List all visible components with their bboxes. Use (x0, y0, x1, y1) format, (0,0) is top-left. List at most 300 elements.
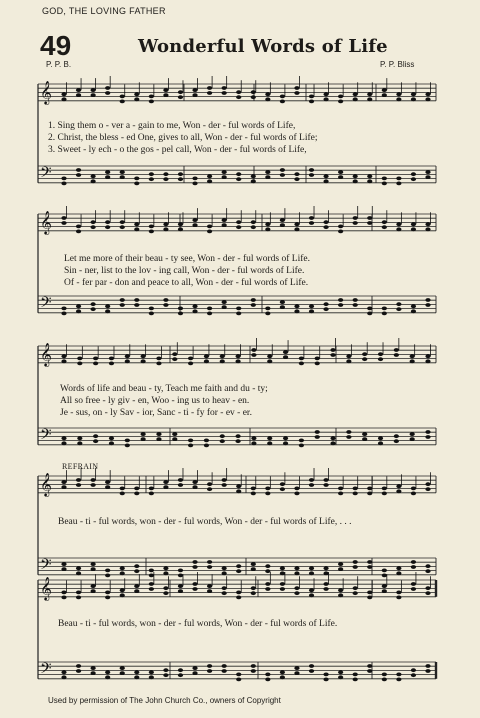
note-head (207, 565, 212, 569)
note-head (315, 430, 320, 434)
note-head (76, 309, 81, 313)
note-head (178, 312, 183, 316)
note-head (134, 492, 139, 496)
note-head (134, 182, 139, 186)
note-head (163, 673, 168, 677)
note-head (338, 588, 343, 592)
note-head (192, 182, 197, 186)
note-head (382, 177, 387, 181)
note-head (222, 91, 227, 95)
note-head (367, 179, 372, 183)
note-head (125, 354, 130, 358)
note-head (367, 669, 372, 673)
note-head (163, 668, 168, 672)
note-head (294, 172, 299, 176)
note-head (367, 307, 372, 311)
note-head (120, 593, 125, 597)
note-head (367, 221, 372, 225)
note-head (309, 593, 314, 597)
note-head (207, 589, 212, 593)
note-head (134, 569, 139, 573)
note-head (323, 179, 328, 183)
treble-clef-icon: 𝄞 (40, 80, 52, 104)
bass-clef-icon: 𝄢 (40, 556, 52, 577)
note-head (134, 298, 139, 302)
note-head (410, 354, 415, 358)
bass-clef-icon: 𝄢 (40, 660, 52, 681)
note-head (120, 487, 125, 491)
note-head (338, 100, 343, 104)
note-head (149, 582, 154, 586)
note-head (411, 177, 416, 181)
note-head (222, 669, 227, 673)
note-head (222, 170, 227, 174)
note-head (77, 357, 82, 361)
note-head (294, 571, 299, 575)
note-head (251, 487, 256, 491)
note-head (251, 664, 256, 668)
note-head (251, 225, 256, 229)
note-head (251, 353, 256, 357)
note-head (280, 675, 285, 679)
note-head (172, 357, 177, 361)
note-head (382, 487, 387, 491)
note-head (323, 483, 328, 487)
note-head (134, 564, 139, 568)
note-head (353, 673, 358, 677)
note-head (323, 678, 328, 682)
note-head (76, 88, 81, 92)
note-head (163, 586, 168, 590)
bass-clef-icon: 𝄢 (40, 294, 52, 315)
note-head (265, 312, 270, 316)
note-head (353, 97, 358, 101)
note-head (163, 571, 168, 575)
note-head (251, 591, 256, 595)
note-head (396, 591, 401, 595)
note-head (120, 666, 125, 670)
note-head (105, 485, 110, 489)
note-head (315, 362, 320, 366)
note-head (309, 309, 314, 313)
note-head (125, 359, 130, 363)
note-head (163, 177, 168, 181)
note-head (367, 565, 372, 569)
note-head (222, 571, 227, 575)
note-head (411, 222, 416, 226)
note-head (396, 182, 401, 186)
note-head (134, 487, 139, 491)
lyric-line-verse-3: Of - fer par - don and peace to all, Won - der - ful words of Life. (64, 278, 309, 288)
lyric-line-verse-3: 3. Sweet - ly ech - o the gos - pel call, Won - der - ful words of Life, (48, 145, 307, 155)
note-head (283, 436, 288, 440)
note-head (178, 177, 183, 181)
note-head (61, 441, 66, 445)
note-head (309, 304, 314, 308)
note-head (222, 300, 227, 304)
note-head (425, 664, 430, 668)
note-head (91, 179, 96, 183)
note-head (425, 359, 430, 363)
note-head (425, 435, 430, 439)
lyric-line-verse-2: All so free - ly giv - en, Woo - ing us to heav - en. (60, 396, 250, 406)
note-head (163, 591, 168, 595)
note-head (265, 587, 270, 591)
note-head (411, 227, 416, 231)
note-head (141, 432, 146, 436)
note-head (163, 93, 168, 97)
note-head (76, 483, 81, 487)
note-head (367, 312, 372, 316)
note-head (61, 596, 66, 600)
note-head (294, 309, 299, 313)
note-head (367, 596, 372, 600)
note-head (105, 574, 110, 578)
note-head (61, 567, 66, 571)
note-head (330, 353, 335, 357)
note-head (163, 485, 168, 489)
note-head (283, 355, 288, 359)
note-head (93, 434, 98, 438)
note-head (382, 307, 387, 311)
note-head (294, 492, 299, 496)
section-heading: GOD, THE LOVING FATHER (42, 6, 166, 16)
note-head (149, 177, 154, 181)
note-head (76, 225, 81, 229)
note-head (91, 478, 96, 482)
note-head (163, 88, 168, 92)
note-head (338, 170, 343, 174)
note-head (149, 312, 154, 316)
note-head (109, 357, 114, 361)
note-head (207, 560, 212, 564)
note-head (222, 591, 227, 595)
note-head (125, 444, 130, 448)
note-head (222, 566, 227, 570)
note-head (251, 298, 256, 302)
note-head (120, 298, 125, 302)
note-head (265, 175, 270, 179)
note-head (353, 487, 358, 491)
note-head (309, 478, 314, 482)
note-head (204, 444, 209, 448)
note-head (280, 487, 285, 491)
note-head (188, 357, 193, 361)
note-head (265, 582, 270, 586)
note-head (76, 591, 81, 595)
note-head (251, 436, 256, 440)
note-head (105, 591, 110, 595)
note-head (411, 582, 416, 586)
note-head (178, 569, 183, 573)
note-head (251, 90, 256, 94)
note-head (425, 92, 430, 96)
note-head (207, 664, 212, 668)
note-head (61, 307, 66, 311)
note-head (425, 482, 430, 486)
note-head (141, 437, 146, 441)
note-head (309, 571, 314, 575)
note-head (236, 591, 241, 595)
note-head (396, 596, 401, 600)
note-head (76, 571, 81, 575)
note-head (178, 478, 183, 482)
lyric-line-verse-2: 2. Christ, the bless - ed One, gives to all, Won - der - ful words of Life; (48, 133, 318, 143)
note-head (236, 307, 241, 311)
note-head (294, 91, 299, 95)
note-head (235, 359, 240, 363)
note-head (338, 225, 343, 229)
refrain-lyric-line: Beau - ti - ful words, won - der - ful words, Won - der - ful words of Life. (58, 619, 338, 629)
note-head (236, 678, 241, 682)
note-head (222, 586, 227, 590)
note-head (411, 92, 416, 96)
note-head (280, 223, 285, 227)
note-head (149, 675, 154, 679)
note-head (109, 441, 114, 445)
note-head (315, 435, 320, 439)
note-head (338, 567, 343, 571)
note-head (105, 304, 110, 308)
note-head (353, 221, 358, 225)
note-head (251, 492, 256, 496)
note-head (120, 175, 125, 179)
note-head (378, 357, 383, 361)
note-head (367, 487, 372, 491)
note-head (396, 678, 401, 682)
note-head (91, 307, 96, 311)
note-head (382, 589, 387, 593)
note-head (323, 478, 328, 482)
note-head (120, 95, 125, 99)
note-head (149, 492, 154, 496)
note-head (267, 354, 272, 358)
note-head (192, 309, 197, 313)
note-head (280, 300, 285, 304)
note-head (207, 91, 212, 95)
note-head (346, 435, 351, 439)
note-head (280, 582, 285, 586)
note-head (396, 92, 401, 96)
note-head (178, 483, 183, 487)
note-head (425, 430, 430, 434)
lyric-line-verse-1: Let me more of their beau - ty see, Won - der - ful words of Life. (64, 254, 310, 264)
note-head (425, 227, 430, 231)
note-head (425, 586, 430, 590)
note-head (410, 359, 415, 363)
note-head (236, 95, 241, 99)
note-head (149, 487, 154, 491)
note-head (207, 86, 212, 90)
note-head (382, 574, 387, 578)
note-head (91, 567, 96, 571)
note-head (362, 437, 367, 441)
lyricist-credit: P. P. B. (46, 60, 72, 69)
note-head (280, 571, 285, 575)
note-head (163, 298, 168, 302)
note-head (91, 93, 96, 97)
note-head (76, 304, 81, 308)
note-head (207, 487, 212, 491)
note-head (236, 484, 241, 488)
note-head (61, 480, 66, 484)
note-head (76, 664, 81, 668)
note-head (222, 478, 227, 482)
note-head (323, 174, 328, 178)
note-head (105, 175, 110, 179)
note-head (251, 220, 256, 224)
note-head (353, 560, 358, 564)
note-head (425, 569, 430, 573)
lyric-line-verse-3: Je - sus, on - ly Sav - ior, Sanc - ti - fy for - ev - er. (60, 408, 252, 418)
note-head (61, 591, 66, 595)
note-head (192, 93, 197, 97)
note-head (280, 100, 285, 104)
note-head (61, 359, 66, 363)
note-head (425, 354, 430, 358)
note-head (207, 312, 212, 316)
note-head (105, 170, 110, 174)
hymn-number: 49 (40, 30, 72, 61)
note-head (280, 670, 285, 674)
note-head (61, 177, 66, 181)
note-head (323, 302, 328, 306)
note-head (396, 566, 401, 570)
note-head (396, 222, 401, 226)
note-head (411, 673, 416, 677)
note-head (188, 439, 193, 443)
note-head (396, 302, 401, 306)
note-head (125, 439, 130, 443)
note-head (134, 589, 139, 593)
note-head (77, 362, 82, 366)
note-head (91, 225, 96, 229)
note-head (178, 222, 183, 226)
note-head (192, 223, 197, 227)
note-head (204, 359, 209, 363)
note-head (222, 175, 227, 179)
note-head (362, 432, 367, 436)
note-head (192, 218, 197, 222)
note-head (188, 444, 193, 448)
lyric-line-verse-1: Words of life and beau - ty, Teach me faith and du - ty; (60, 384, 268, 394)
note-head (280, 95, 285, 99)
note-head (265, 492, 270, 496)
note-head (338, 487, 343, 491)
treble-clef-icon: 𝄞 (40, 342, 52, 366)
treble-clef-icon: 𝄞 (40, 576, 52, 600)
note-head (367, 591, 372, 595)
note-head (76, 596, 81, 600)
note-head (382, 569, 387, 573)
note-head (105, 675, 110, 679)
hymn-title: Wonderful Words of Life (138, 36, 388, 57)
note-head (105, 670, 110, 674)
note-head (299, 444, 304, 448)
note-head (235, 354, 240, 358)
note-head (251, 348, 256, 352)
note-head (61, 675, 66, 679)
note-head (251, 95, 256, 99)
note-head (61, 670, 66, 674)
note-head (120, 303, 125, 307)
note-head (141, 359, 146, 363)
note-head (236, 177, 241, 181)
note-head (251, 562, 256, 566)
note-head (394, 434, 399, 438)
note-head (91, 483, 96, 487)
note-head (105, 309, 110, 313)
note-head (105, 569, 110, 573)
note-head (265, 170, 270, 174)
note-head (338, 298, 343, 302)
note-head (280, 305, 285, 309)
note-head (367, 174, 372, 178)
note-head (105, 220, 110, 224)
note-head (396, 97, 401, 101)
note-head (338, 562, 343, 566)
note-head (120, 671, 125, 675)
note-head (61, 182, 66, 186)
note-head (283, 441, 288, 445)
note-head (149, 225, 154, 229)
note-head (396, 227, 401, 231)
note-head (251, 174, 256, 178)
note-head (309, 95, 314, 99)
note-head (163, 480, 168, 484)
note-head (222, 305, 227, 309)
note-head (207, 179, 212, 183)
note-head (265, 97, 270, 101)
note-head (394, 439, 399, 443)
note-head (294, 591, 299, 595)
note-head (105, 480, 110, 484)
note-head (294, 86, 299, 90)
note-head (251, 567, 256, 571)
note-head (156, 362, 161, 366)
note-head (163, 227, 168, 231)
note-head (192, 560, 197, 564)
note-head (192, 671, 197, 675)
note-head (265, 227, 270, 231)
note-head (192, 582, 197, 586)
note-head (220, 354, 225, 358)
note-head (235, 439, 240, 443)
note-head (346, 430, 351, 434)
note-head (61, 436, 66, 440)
note-head (134, 675, 139, 679)
note-head (378, 352, 383, 356)
note-head (294, 586, 299, 590)
note-head (346, 354, 351, 358)
note-head (156, 437, 161, 441)
note-head (338, 675, 343, 679)
note-head (323, 225, 328, 229)
note-head (91, 220, 96, 224)
note-head (299, 357, 304, 361)
note-head (251, 303, 256, 307)
note-head (76, 230, 81, 234)
note-head (346, 359, 351, 363)
note-head (149, 172, 154, 176)
copyright-footer: Used by permission of The John Church Co., owners of Copyright (48, 696, 281, 705)
lyric-line-verse-2: Sin - ner, list to the lov - ing call, Won - der - ful words of Life. (64, 266, 305, 276)
note-head (222, 218, 227, 222)
note-head (76, 168, 81, 172)
note-head (236, 673, 241, 677)
note-head (265, 673, 270, 677)
note-head (338, 175, 343, 179)
